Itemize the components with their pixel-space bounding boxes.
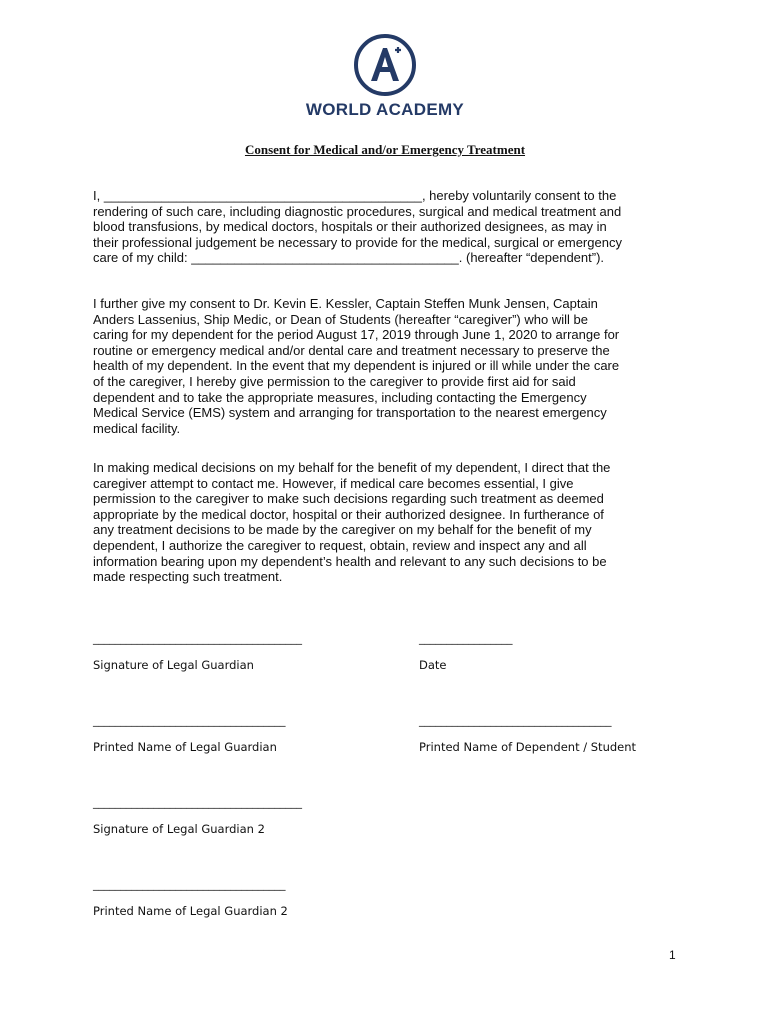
date-line[interactable]: _________________ [419, 632, 513, 645]
guardian2-name-line[interactable]: ___________________________________ [93, 878, 286, 891]
dependent-name-line[interactable]: ___________________________________ [419, 714, 612, 727]
world-academy-logo [300, 32, 470, 124]
guardian2-signature-label: Signature of Legal Guardian 2 [93, 822, 265, 836]
guardian-signature-label: Signature of Legal Guardian [93, 658, 254, 672]
consent-paragraph-3: In making medical decisions on my behalf for the benefit of my dependent, I direct that the caregiver attempt to contact me. However, if medical care becomes essential, I give permission to the caregiver to make such decisions regarding such treatment as deemed appropriate by the medical doctor, hospital or their authorized designee. In furtherance of any treatment decisions to be made by the caregiver on my behalf for the benefit of my dependent, I authorize the caregiver to request, obtain, review and inspect any and all information bearing upon my dependent’s health and relevant to any such decisions to be made respecting such treatment. [93, 460, 611, 585]
date-label: Date [419, 658, 447, 672]
guardian2-signature-line[interactable]: ______________________________________ [93, 796, 302, 809]
a-plus-logo-icon [352, 32, 418, 98]
dependent-name-label: Printed Name of Dependent / Student [419, 740, 637, 754]
document-title: Consent for Medical and/or Emergency Treatment [244, 142, 526, 157]
guardian-signature-line[interactable]: ______________________________________ [93, 632, 302, 645]
consent-paragraph-1: I, ____________________________________________, hereby voluntarily consent to the rendering of such care, including diagnostic procedures, surgical and medical treatment and blood transfusions, by medical doctors, hospitals or their authorized designees, as may in their professional judgement be necessary to provide for the medical, surgical or emergency care of my child: _____________________________________. (hereafter “dependent”). [93, 188, 622, 266]
page-number: 1 [669, 948, 676, 962]
logo-text: WORLD ACADEMY [305, 100, 465, 119]
guardian2-name-label: Printed Name of Legal Guardian 2 [93, 904, 288, 918]
consent-paragraph-2: I further give my consent to Dr. Kevin E. Kessler, Captain Steffen Munk Jensen, Captain Anders Lassenius, Ship Medic, or Dean of Students (hereafter “caregiver”) who will be caring for my dependent for the period August 17, 2019 through June 1, 2020 to arrange for routine or emergency medical and/or dental care and treatment necessary to preserve the health of my dependent. In the event that my dependent is injured or ill while under the care of the caregiver, I hereby give permission to the caregiver to provide first aid for said dependent and to take the appropriate measures, including contacting the Emergency Medical Service (EMS) system and arranging for transportation to the nearest emergency medical facility. [93, 296, 620, 436]
guardian-name-label: Printed Name of Legal Guardian [93, 740, 277, 754]
guardian-name-line[interactable]: ___________________________________ [93, 714, 286, 727]
